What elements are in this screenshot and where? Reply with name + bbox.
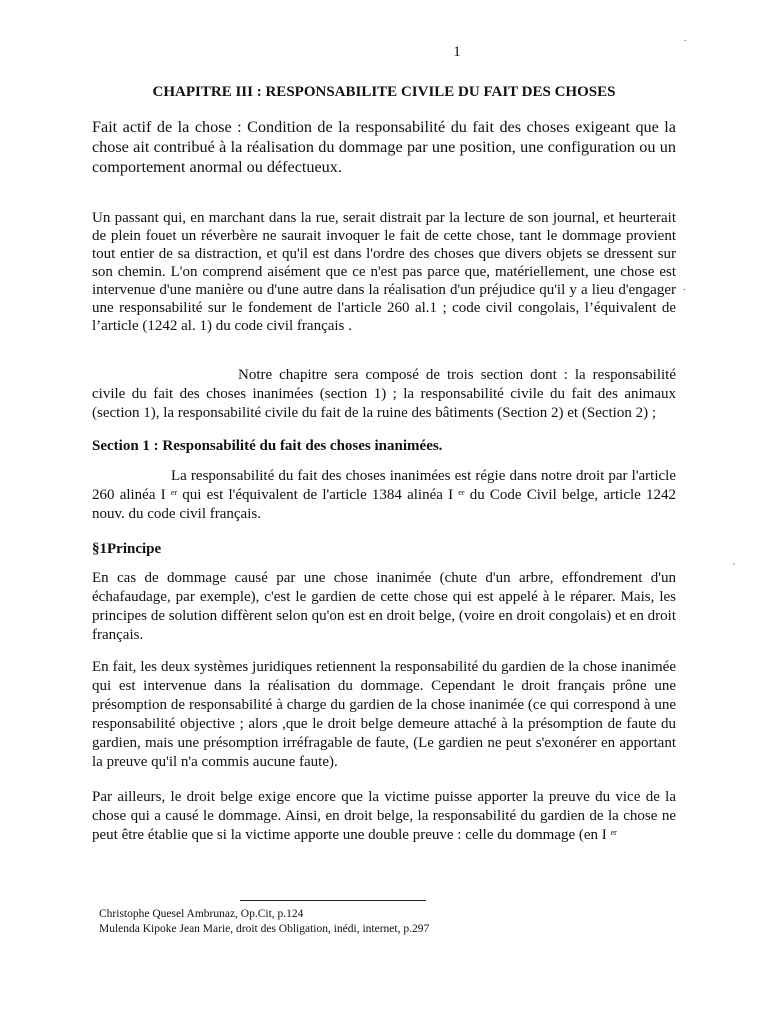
stray-mark: . bbox=[684, 33, 687, 44]
stray-mark: ˊ bbox=[732, 563, 736, 574]
superscript: er bbox=[170, 488, 178, 497]
regime-paragraph bbox=[92, 467, 676, 524]
body-paragraph-text: Par ailleurs, le droit belge exige encore que la victime puisse apporter la preuve du vice de la chose qui a causé le dommage. Ainsi, en droit belge, la responsabilité du gardien de la chose ne peut être établie que si la victime apporte une double preuve : celle du dommage (en I bbox=[92, 789, 676, 843]
footnotes bbox=[99, 907, 659, 937]
example-paragraph: Un passant qui, en marchant dans la rue, serait distrait par la lecture de son journal, et heurterait de plein fouet un réverbère ne saurait invoquer le fait de cette chose, tant le dommage provient tout entier de sa distraction, et qu'il est dans l'ordre des choses que divers objets se dressent sur son chemin. L'on comprend aisément que ce n'est pas parce que, matériellement, une chose est intervenue d'une manière ou d'une autre dans la réalisation d'un préjudice qu'il y a lieu d'engager une responsabilité sur le fondement de l'article 260 al.1 ; code civil congolais, l’équivalent de l’article (1242 al. 1) du code civil français . bbox=[92, 210, 676, 334]
regime-text-1: La responsabilité du fait des choses inanimées est régie dans notre droit par l'article 260 alinéa I bbox=[92, 468, 676, 503]
chapter-intro-text: Notre chapitre sera composé de trois section dont : la responsabilité civile du fait des choses inanimées (section 1) ; la responsabilité civile du fait des animaux (section 1), la responsabilité civile du fait de la ruine des bâtiments (Section 2) et (Section 2) ; bbox=[92, 367, 676, 421]
definition-paragraph: Fait actif de la chose : Condition de la responsabilité du fait des choses exigeant que la chose ait contribué à la réalisation du dommage par une position, une configuration ou un comportement anormal ou défectueux. bbox=[92, 118, 676, 176]
subsection-heading: §1Principe bbox=[92, 541, 162, 557]
superscript: er bbox=[610, 828, 617, 837]
page-number: 1 bbox=[453, 44, 461, 60]
stray-mark: . bbox=[683, 282, 686, 293]
section-heading: Section 1 : Responsabilité du fait des choses inanimées. bbox=[92, 438, 443, 454]
regime-text-3: du Code Civil belge, article 1242 nouv. du code civil français. bbox=[92, 487, 677, 522]
footnote-2: Mulenda Kipoke Jean Marie, droit des Obligation, inédi, internet, p.297 bbox=[99, 923, 430, 935]
superscript: er bbox=[458, 488, 465, 497]
regime-text-2: qui est l'équivalent de l'article 1384 alinéa I bbox=[177, 487, 454, 503]
chapter-intro-paragraph bbox=[92, 366, 676, 423]
body-paragraph: En cas de dommage causé par une chose inanimée (chute d'un arbre, effondrement d'un échafaudage, par exemple), c'est le gardien de cette chose qui est appelé à le réparer. Mais, les principes de solution diffèrent selon qu'on est en droit belge, (voire en droit congolais) et en droit français. bbox=[92, 570, 676, 643]
footnote-separator bbox=[240, 900, 426, 901]
body-paragraph bbox=[92, 788, 676, 845]
body-paragraph: En fait, les deux systèmes juridiques retiennent la responsabilité du gardien de la chose inanimée qui est intervenue dans la réalisation du dommage. Cependant le droit français prône une présomption de responsabilité à charge du gardien de la chose inanimée (ce qui correspond à une responsabilité objective ; alors ,que le droit belge demeure attaché à la présomption de faute du gardien, mais une présomption irréfragable de faute, (Le gardien ne peut s'exonérer en apportant la preuve qu'il n'a commis aucune faute). bbox=[92, 659, 676, 770]
footnote-1: Christophe Quesel Ambrunaz, Op.Cit, p.124 bbox=[99, 908, 304, 920]
chapter-title: CHAPITRE III : RESPONSABILITE CIVILE DU FAIT DES CHOSES bbox=[152, 84, 616, 100]
